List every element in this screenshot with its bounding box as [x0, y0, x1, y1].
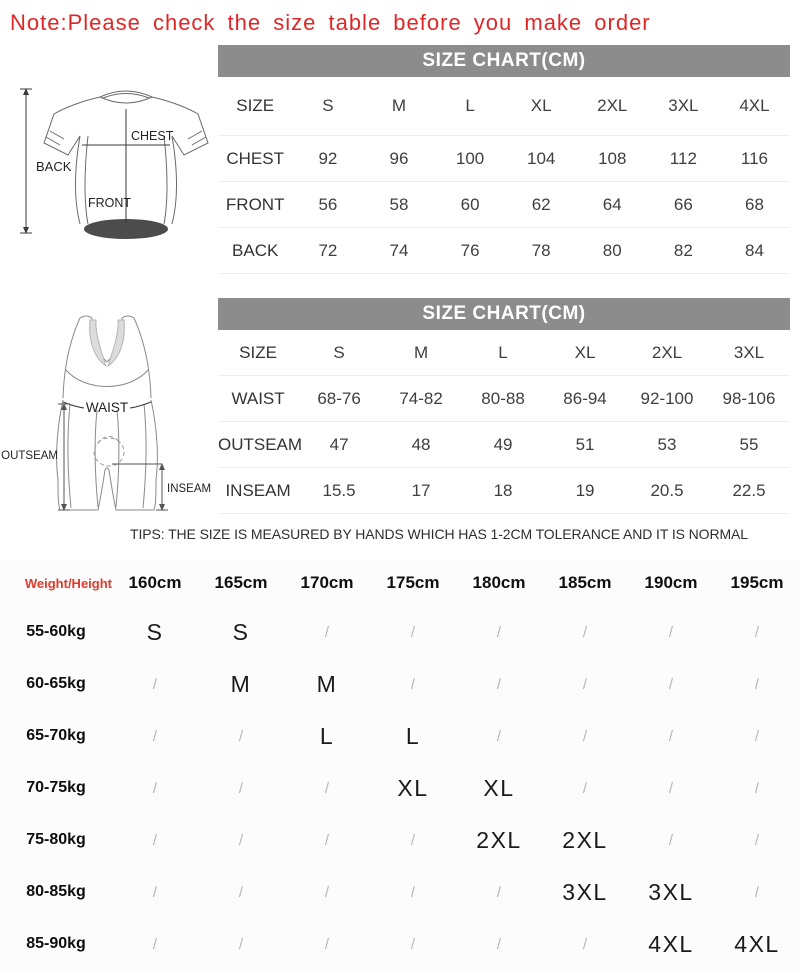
- bib-pad: [94, 437, 124, 467]
- matrix-cell: 4XL: [734, 930, 780, 957]
- matrix-cell: /: [754, 883, 760, 901]
- matrix-cell: /: [324, 831, 330, 849]
- matrix-cell: /: [582, 779, 588, 797]
- table-cell: M: [391, 96, 407, 115]
- height-header: 175cm: [386, 573, 440, 592]
- table-cell: 19: [575, 480, 595, 500]
- weight-label: 55-60kg: [26, 623, 86, 640]
- matrix-cell: /: [152, 831, 158, 849]
- chest-measure-label: CHEST: [131, 129, 174, 143]
- table-cell: 62: [531, 194, 551, 214]
- weight-label: 75-80kg: [26, 831, 86, 848]
- matrix-row: [0, 814, 800, 866]
- matrix-cell: /: [668, 779, 674, 797]
- table-row: [218, 422, 790, 468]
- table-cell: XL: [530, 96, 552, 115]
- matrix-cell: /: [324, 779, 330, 797]
- table-cell: 68-76: [317, 388, 361, 408]
- table-cell: 60: [460, 194, 480, 214]
- jersey-chart-title: SIZE CHART(CM): [218, 45, 790, 77]
- bib-section: [0, 298, 800, 522]
- row-label: CHEST: [226, 148, 284, 168]
- table-cell: 64: [602, 194, 622, 214]
- bib-shorts-diagram: [0, 312, 218, 522]
- row-label: OUTSEAM: [218, 434, 303, 454]
- matrix-cell: 2XL: [476, 826, 522, 853]
- table-cell: 56: [318, 194, 338, 214]
- height-header: 165cm: [214, 573, 268, 592]
- table-row: [218, 330, 790, 376]
- height-header: 195cm: [730, 573, 784, 592]
- matrix-row: [0, 866, 800, 918]
- matrix-cell: 3XL: [562, 878, 608, 905]
- table-cell: 108: [598, 148, 627, 168]
- table-cell: 47: [329, 434, 349, 454]
- matrix-row: [0, 710, 800, 762]
- table-cell: 104: [526, 148, 556, 168]
- matrix-cell: S: [232, 618, 250, 645]
- matrix-cell: 3XL: [648, 878, 694, 905]
- weight-label: 70-75kg: [26, 779, 86, 796]
- row-label: INSEAM: [225, 480, 291, 500]
- matrix-cell: /: [152, 727, 158, 745]
- height-header: 170cm: [300, 573, 354, 592]
- matrix-cell: /: [410, 935, 416, 953]
- table-cell: 55: [739, 434, 759, 454]
- table-cell: 3XL: [668, 96, 699, 115]
- row-label: BACK: [232, 240, 279, 260]
- matrix-cell: /: [324, 935, 330, 953]
- note-banner: Note:Please check the size table before you make order: [10, 10, 651, 35]
- matrix-cell: 2XL: [562, 826, 608, 853]
- table-cell: 92: [318, 148, 338, 168]
- table-cell: 3XL: [733, 342, 765, 362]
- weight-height-matrix: [0, 560, 800, 970]
- table-cell: 58: [389, 194, 409, 214]
- table-cell: 2XL: [597, 96, 628, 115]
- matrix-cell: /: [238, 883, 244, 901]
- table-cell: S: [322, 96, 334, 115]
- row-label: SIZE: [239, 342, 277, 362]
- table-cell: 74: [389, 240, 409, 260]
- matrix-cell: /: [582, 623, 588, 641]
- bib-diagram-column: [0, 298, 218, 522]
- matrix-cell: XL: [397, 774, 429, 801]
- table-cell: 80: [602, 240, 622, 260]
- back-measure-label: BACK: [36, 159, 72, 174]
- weight-label: 80-85kg: [26, 883, 86, 900]
- matrix-cell: /: [754, 831, 760, 849]
- matrix-cell: /: [582, 675, 588, 693]
- matrix-cell: /: [238, 727, 244, 745]
- jersey-diagram-column: [0, 45, 218, 251]
- row-label: WAIST: [231, 388, 285, 408]
- matrix-cell: /: [754, 675, 760, 693]
- table-cell: 84: [744, 240, 764, 260]
- table-cell: 92-100: [640, 388, 694, 408]
- front-measure-label: FRONT: [88, 196, 132, 210]
- table-cell: 96: [389, 148, 409, 168]
- matrix-cell: /: [238, 935, 244, 953]
- jersey-diagram: [0, 81, 218, 251]
- inseam-measure-label: INSEAM: [167, 483, 212, 495]
- matrix-cell: M: [316, 670, 338, 697]
- matrix-cell: /: [152, 779, 158, 797]
- matrix-cell: /: [668, 675, 674, 693]
- table-cell: 80-88: [481, 388, 525, 408]
- matrix-row: [0, 658, 800, 710]
- matrix-cell: /: [754, 727, 760, 745]
- matrix-cell: /: [324, 883, 330, 901]
- row-label: FRONT: [225, 194, 285, 214]
- tolerance-tip: TIPS: THE SIZE IS MEASURED BY HANDS WHICH HAS 1-2CM TOLERANCE AND IT IS NORMAL: [130, 526, 748, 542]
- matrix-cell: /: [496, 727, 502, 745]
- table-cell: 15.5: [322, 480, 356, 500]
- weight-label: 85-90kg: [26, 935, 86, 952]
- table-cell: 2XL: [651, 342, 683, 362]
- matrix-cell: /: [152, 883, 158, 901]
- matrix-cell: /: [410, 623, 416, 641]
- matrix-header-row: [0, 560, 800, 606]
- table-cell: L: [498, 342, 508, 362]
- matrix-cell: /: [238, 831, 244, 849]
- matrix-corner-label: Weight/Height: [24, 575, 112, 591]
- matrix-cell: 4XL: [648, 930, 694, 957]
- table-row: [218, 468, 790, 514]
- matrix-row: [0, 606, 800, 658]
- table-cell: 100: [455, 148, 485, 168]
- table-row: [218, 228, 790, 274]
- matrix-cell: /: [582, 935, 588, 953]
- matrix-cell: /: [410, 831, 416, 849]
- matrix-cell: /: [324, 623, 330, 641]
- table-cell: 78: [531, 240, 551, 260]
- matrix-cell: /: [668, 623, 674, 641]
- matrix-cell: L: [319, 722, 335, 749]
- table-row: [218, 182, 790, 228]
- matrix-cell: L: [405, 722, 421, 749]
- matrix-cell: /: [668, 727, 674, 745]
- matrix-cell: XL: [483, 774, 515, 801]
- table-cell: 51: [575, 434, 595, 454]
- matrix-cell: /: [410, 883, 416, 901]
- matrix-cell: /: [496, 935, 502, 953]
- table-cell: 74-82: [399, 388, 443, 408]
- table-row: [218, 77, 790, 136]
- table-cell: 72: [318, 240, 338, 260]
- matrix-cell: /: [496, 623, 502, 641]
- matrix-cell: /: [496, 883, 502, 901]
- jersey-size-chart: [218, 45, 790, 274]
- matrix-cell: /: [152, 675, 158, 693]
- matrix-cell: S: [146, 618, 164, 645]
- bib-size-chart: [218, 298, 790, 514]
- table-row: [218, 136, 790, 182]
- height-header: 180cm: [472, 573, 526, 592]
- matrix-cell: /: [582, 727, 588, 745]
- weight-label: 65-70kg: [26, 727, 86, 744]
- table-cell: 82: [673, 240, 693, 260]
- height-header: 160cm: [128, 573, 182, 592]
- weight-label: 60-65kg: [26, 675, 86, 692]
- matrix-cell: /: [754, 623, 760, 641]
- table-cell: 17: [411, 480, 431, 500]
- table-cell: 48: [411, 434, 431, 454]
- table-cell: 112: [669, 148, 697, 168]
- table-cell: L: [465, 96, 475, 115]
- jersey-section: [0, 45, 800, 274]
- outseam-measure-label: OUTSEAM: [1, 450, 58, 462]
- table-cell: 68: [744, 194, 764, 214]
- matrix-cell: /: [754, 779, 760, 797]
- table-cell: 98-106: [722, 388, 776, 408]
- table-cell: 22.5: [732, 480, 766, 500]
- height-header: 190cm: [644, 573, 698, 592]
- table-cell: 66: [673, 194, 693, 214]
- table-cell: 53: [657, 434, 677, 454]
- table-cell: 4XL: [739, 96, 770, 115]
- table-cell: XL: [574, 342, 596, 362]
- table-cell: 18: [493, 480, 513, 500]
- table-cell: 116: [740, 148, 768, 168]
- matrix-row: [0, 918, 800, 970]
- table-row: [218, 376, 790, 422]
- matrix-cell: /: [152, 935, 158, 953]
- row-label: SIZE: [236, 96, 275, 115]
- matrix-cell: /: [668, 831, 674, 849]
- table-cell: 20.5: [650, 480, 684, 500]
- table-cell: 76: [460, 240, 480, 260]
- bib-chart-title: SIZE CHART(CM): [218, 298, 790, 330]
- matrix-cell: /: [496, 675, 502, 693]
- table-cell: M: [413, 342, 429, 362]
- matrix-cell: M: [230, 670, 252, 697]
- matrix-row: [0, 762, 800, 814]
- matrix-cell: /: [238, 779, 244, 797]
- waist-measure-label: WAIST: [85, 400, 129, 415]
- table-cell: 49: [493, 434, 513, 454]
- table-cell: 86-94: [563, 388, 607, 408]
- table-cell: S: [333, 342, 345, 362]
- height-header: 185cm: [558, 573, 612, 592]
- matrix-cell: /: [410, 675, 416, 693]
